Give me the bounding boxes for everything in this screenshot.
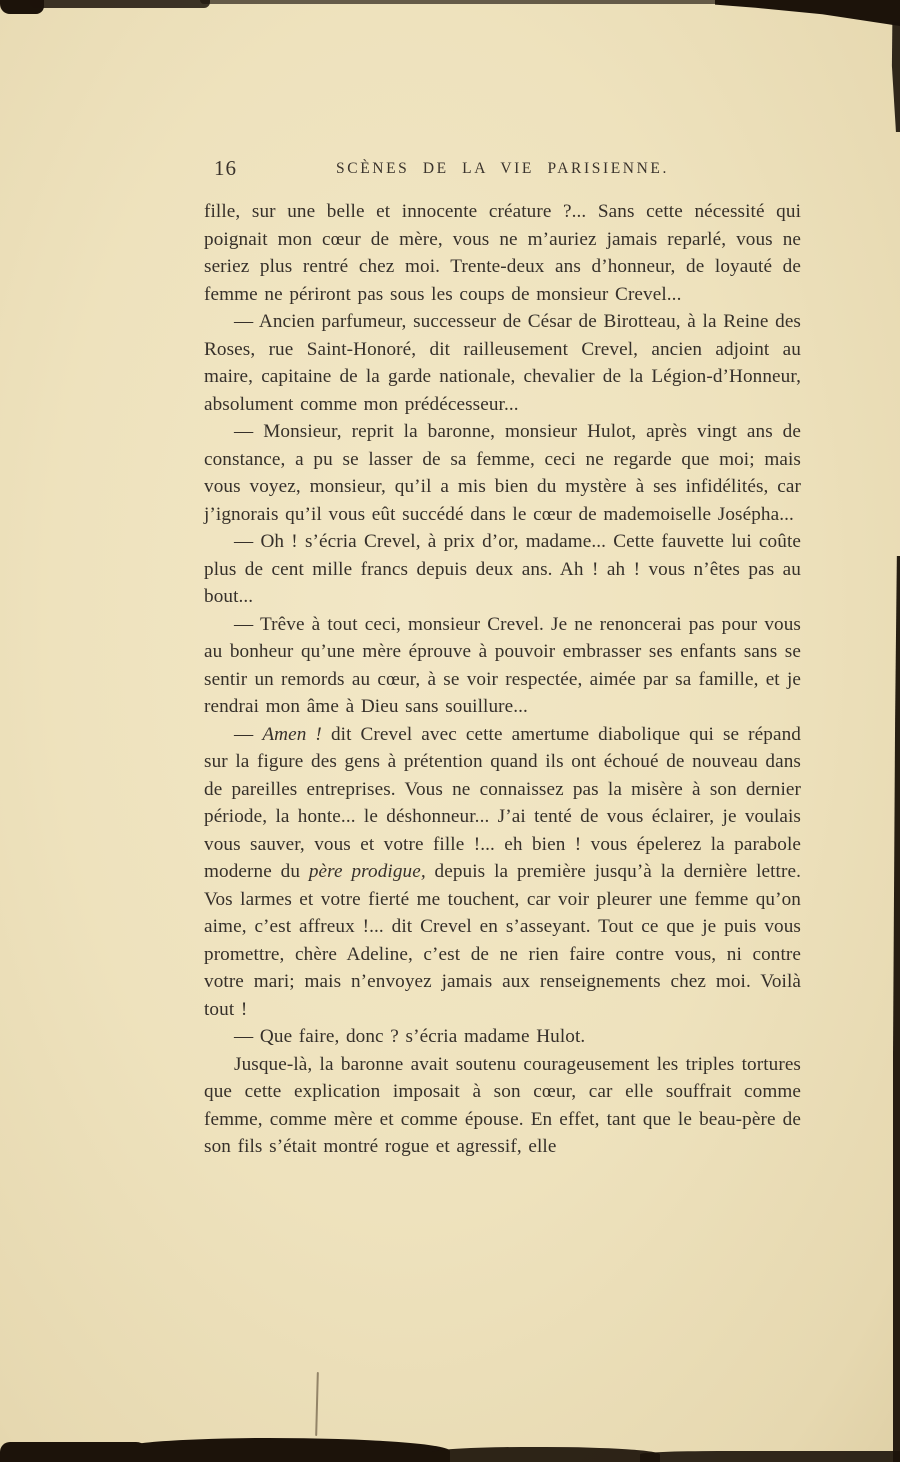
text-segment: depuis la première jusqu’à la dernière lettre. Vos larmes et votre fierté me touchent, car voir pleurer une femme qu’on aime, c’est affreux !... dit Crevel en s’asseyant. Tout ce que je puis vous promettre, chère Adeline, c’est de ne rien faire contre vous, ni contre votre mari; mais n’envoyez jamais aux renseignements chez moi. Voilà tout ! [204, 861, 801, 1020]
text-segment: dit Crevel avec cette amertume diabolique qui se répand sur la figure des gens à prétention quand ils ont échoué de nouveau dans de pareilles entreprises. Vous ne connaissez pas la misère à son dernier période, la honte... le déshonneur... J’ai tenté de vous éclairer, je voulais vous sauver, vous et votre fille !... eh bien ! vous épelerez la parabole moderne du [204, 723, 801, 882]
paragraph [204, 1023, 801, 1051]
paragraph [204, 418, 801, 528]
scan-edge-bottom-middle [120, 1438, 450, 1462]
paragraph [204, 198, 801, 308]
text-segment: — [234, 723, 263, 745]
text-segment: — Monsieur, reprit la baronne, monsieur Hulot, après vingt ans de constance, a pu se lasser de sa femme, ceci ne regarde que moi; mais vous voyez, monsieur, qu’il a mis bien du mystère à ses infidélités, car j’ignorais qu’il vous eût succédé dans le cœur de mademoiselle Josépha... [204, 421, 801, 525]
running-title: SCÈNES DE LA VIE PARISIENNE. [336, 160, 669, 177]
italic-text-segment: père prodigue, [308, 861, 426, 882]
scan-edge-top-middle [200, 0, 720, 4]
page-header [204, 156, 801, 188]
text-segment: — Oh ! s’écria Crevel, à prix d’or, madame... Cette fauvette lui coûte plus de cent mille francs depuis deux ans. Ah ! ah ! vous n’êtes pas au bout... [204, 531, 801, 607]
scan-edge-right-lower [893, 556, 900, 1462]
text-segment: — Ancien parfumeur, successeur de César de Birotteau, à la Reine des Roses, rue Saint-Honoré, dit railleusement Crevel, ancien adjoint au maire, capitaine de la garde nationale, chevalier de la Légion-d’Honneur, absolument comme mon prédécesseur... [204, 311, 801, 415]
text-segment: — Que faire, donc ? s’écria madame Hulot. [234, 1026, 586, 1047]
paragraph [204, 1051, 801, 1161]
text-block [204, 156, 801, 1161]
page-number: 16 [214, 156, 237, 180]
paragraph [204, 528, 801, 611]
paragraph [204, 308, 801, 418]
scan-edge-right-upper [891, 22, 900, 132]
paragraph [204, 721, 801, 1024]
scan-edge-bottom-center [430, 1447, 660, 1462]
text-segment: fille, sur une belle et innocente créature ?... Sans cette nécessité qui poignait mon cœur de mère, vous ne m’auriez jamais reparlé, vous ne seriez plus rentré chez moi. Trente-deux ans d’honneur, de loyauté de femme ne périront pas sous les coups de monsieur Crevel... [204, 201, 801, 305]
paper-crease [315, 1372, 319, 1436]
italic-text-segment: Amen ! [262, 723, 322, 745]
scan-edge-top-right [715, 0, 900, 26]
text-segment: — Trêve à tout ceci, monsieur Crevel. Je ne renoncerai pas pour vous au bonheur qu’une mère éprouve à pouvoir embrasser ses enfants sans se sentir un remords au cœur, à se voir respectée, aimée par sa famille, et je rendrai mon âme à Dieu sans souillure... [204, 613, 801, 717]
text-segment: Jusque-là, la baronne avait soutenu courageusement les triples tortures que cette explication imposait à son cœur, car elle souffrait comme femme, comme mère et comme épouse. En effet, tant que le beau-père de son fils s’était montré rogue et agressif, elle [204, 1053, 801, 1157]
page-text [204, 198, 801, 1161]
scan-edge-bottom-right [640, 1451, 900, 1462]
scan-edge-top-band [30, 0, 210, 8]
paragraph [204, 611, 801, 721]
